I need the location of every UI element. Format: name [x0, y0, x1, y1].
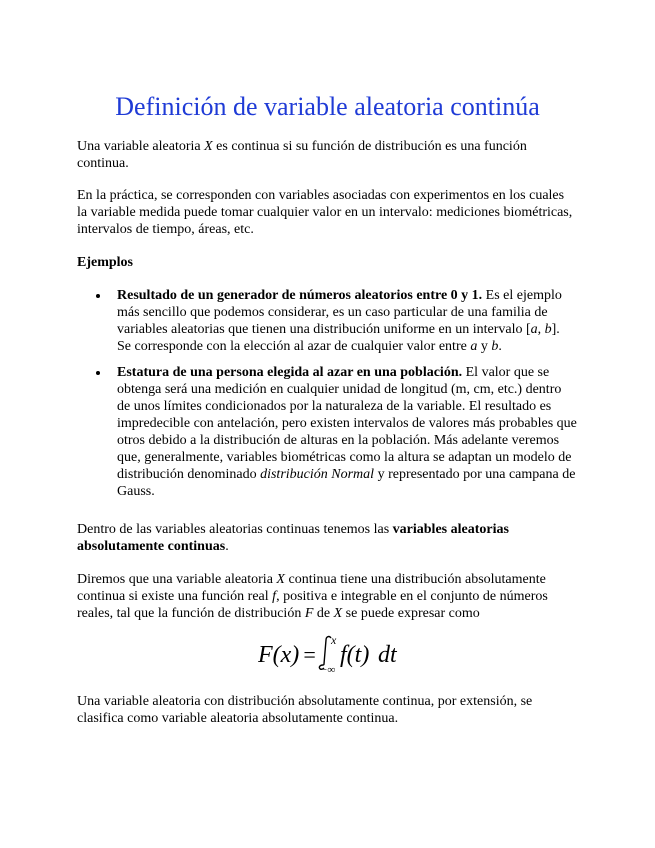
definition-paragraph: [77, 571, 577, 622]
bullet-icon: [96, 371, 100, 375]
absolute-intro-paragraph: [77, 521, 577, 555]
math-f: f: [272, 589, 277, 604]
definition-text: de: [313, 606, 334, 621]
formula-equals: =: [302, 642, 317, 667]
math-a: a: [530, 322, 538, 337]
definition-text: se puede expresar como: [342, 606, 480, 621]
intro-text-end: es continua si su función de distribución es una función continua.: [77, 139, 527, 171]
math-a: a: [470, 339, 478, 354]
practice-paragraph: En la práctica, se corresponden con variables asociadas con experimentos en los cuales la variable medida puede tomar cualquier valor en un intervalo: mediciones biométricas, intervalos de tiempo, áreas, etc.: [77, 188, 573, 237]
formula-differential: dt: [378, 642, 397, 668]
page-title: Definición de variable aleatoria continúa: [115, 92, 540, 121]
formula-upper-limit: x: [331, 634, 337, 647]
math-X: X: [276, 572, 285, 587]
abs-text: Dentro de las variables aleatorias continuas tenemos las: [77, 522, 393, 537]
intro-paragraph: [77, 138, 577, 172]
normal-distribution-term: distribución Normal: [260, 467, 375, 482]
example-title: Resultado de un generador de números aleatorios entre 0 y 1.: [117, 288, 483, 303]
bullet-icon: [96, 294, 100, 298]
definition-text: , positiva e integrable en el conjunto de números reales, tal que la función de distribución: [77, 589, 548, 621]
list-item: [77, 364, 577, 500]
conjunction: y: [477, 339, 492, 354]
list-item: [77, 287, 577, 355]
example-text: ]. Se corresponde con la elección al azar de cualquier valor entre: [117, 322, 560, 354]
period: .: [225, 539, 229, 554]
examples-heading: Ejemplos: [77, 255, 133, 270]
example-text: El valor que se obtenga será una medición en cualquier unidad de longitud (m, cm, etc.) dentro de unos límites condicionados por la naturaleza de la variable. El resultado es impredecible con antelación, pero existen intervalos de valores más probables que otros debido a la distribución de alturas en la población. Más adelante veremos que, generalmente, variables biométricas como la altura se adaptan un modelo de distribución denominado: [117, 365, 577, 482]
definition-text: continua tiene una distribución absolutamente continua si existe una función real: [77, 572, 546, 604]
math-F: F: [304, 606, 314, 621]
math-b: b: [544, 322, 552, 337]
example-text: y representado por una campana de Gauss.: [117, 467, 576, 499]
formula-lower-limit: −∞: [320, 664, 336, 674]
abs-term: variables aleatorias absolutamente continuas: [77, 522, 509, 554]
period: .: [498, 339, 502, 354]
distribution-formula: [258, 634, 408, 674]
math-b: b: [491, 339, 499, 354]
examples-list: [77, 287, 577, 509]
separator: ,: [537, 322, 545, 337]
formula-lhs: F(x): [258, 642, 300, 668]
intro-variable: X: [204, 139, 213, 154]
example-text: Es el ejemplo más sencillo que podemos considerar, es un caso particular de una familia de variables aleatorias que tienen una distribución uniforme en un intervalo [: [117, 288, 562, 337]
formula-integrand: f(t): [340, 642, 370, 668]
intro-text: Una variable aleatoria: [77, 139, 205, 154]
conclusion-paragraph: Una variable aleatoria con distribución absolutamente continua, por extensión, se clasifica como variable aleatoria absolutamente continua.: [77, 694, 533, 726]
example-title: Estatura de una persona elegida al azar en una población.: [117, 365, 463, 380]
definition-text: Diremos que una variable aleatoria: [77, 572, 277, 587]
math-X: X: [333, 606, 343, 621]
